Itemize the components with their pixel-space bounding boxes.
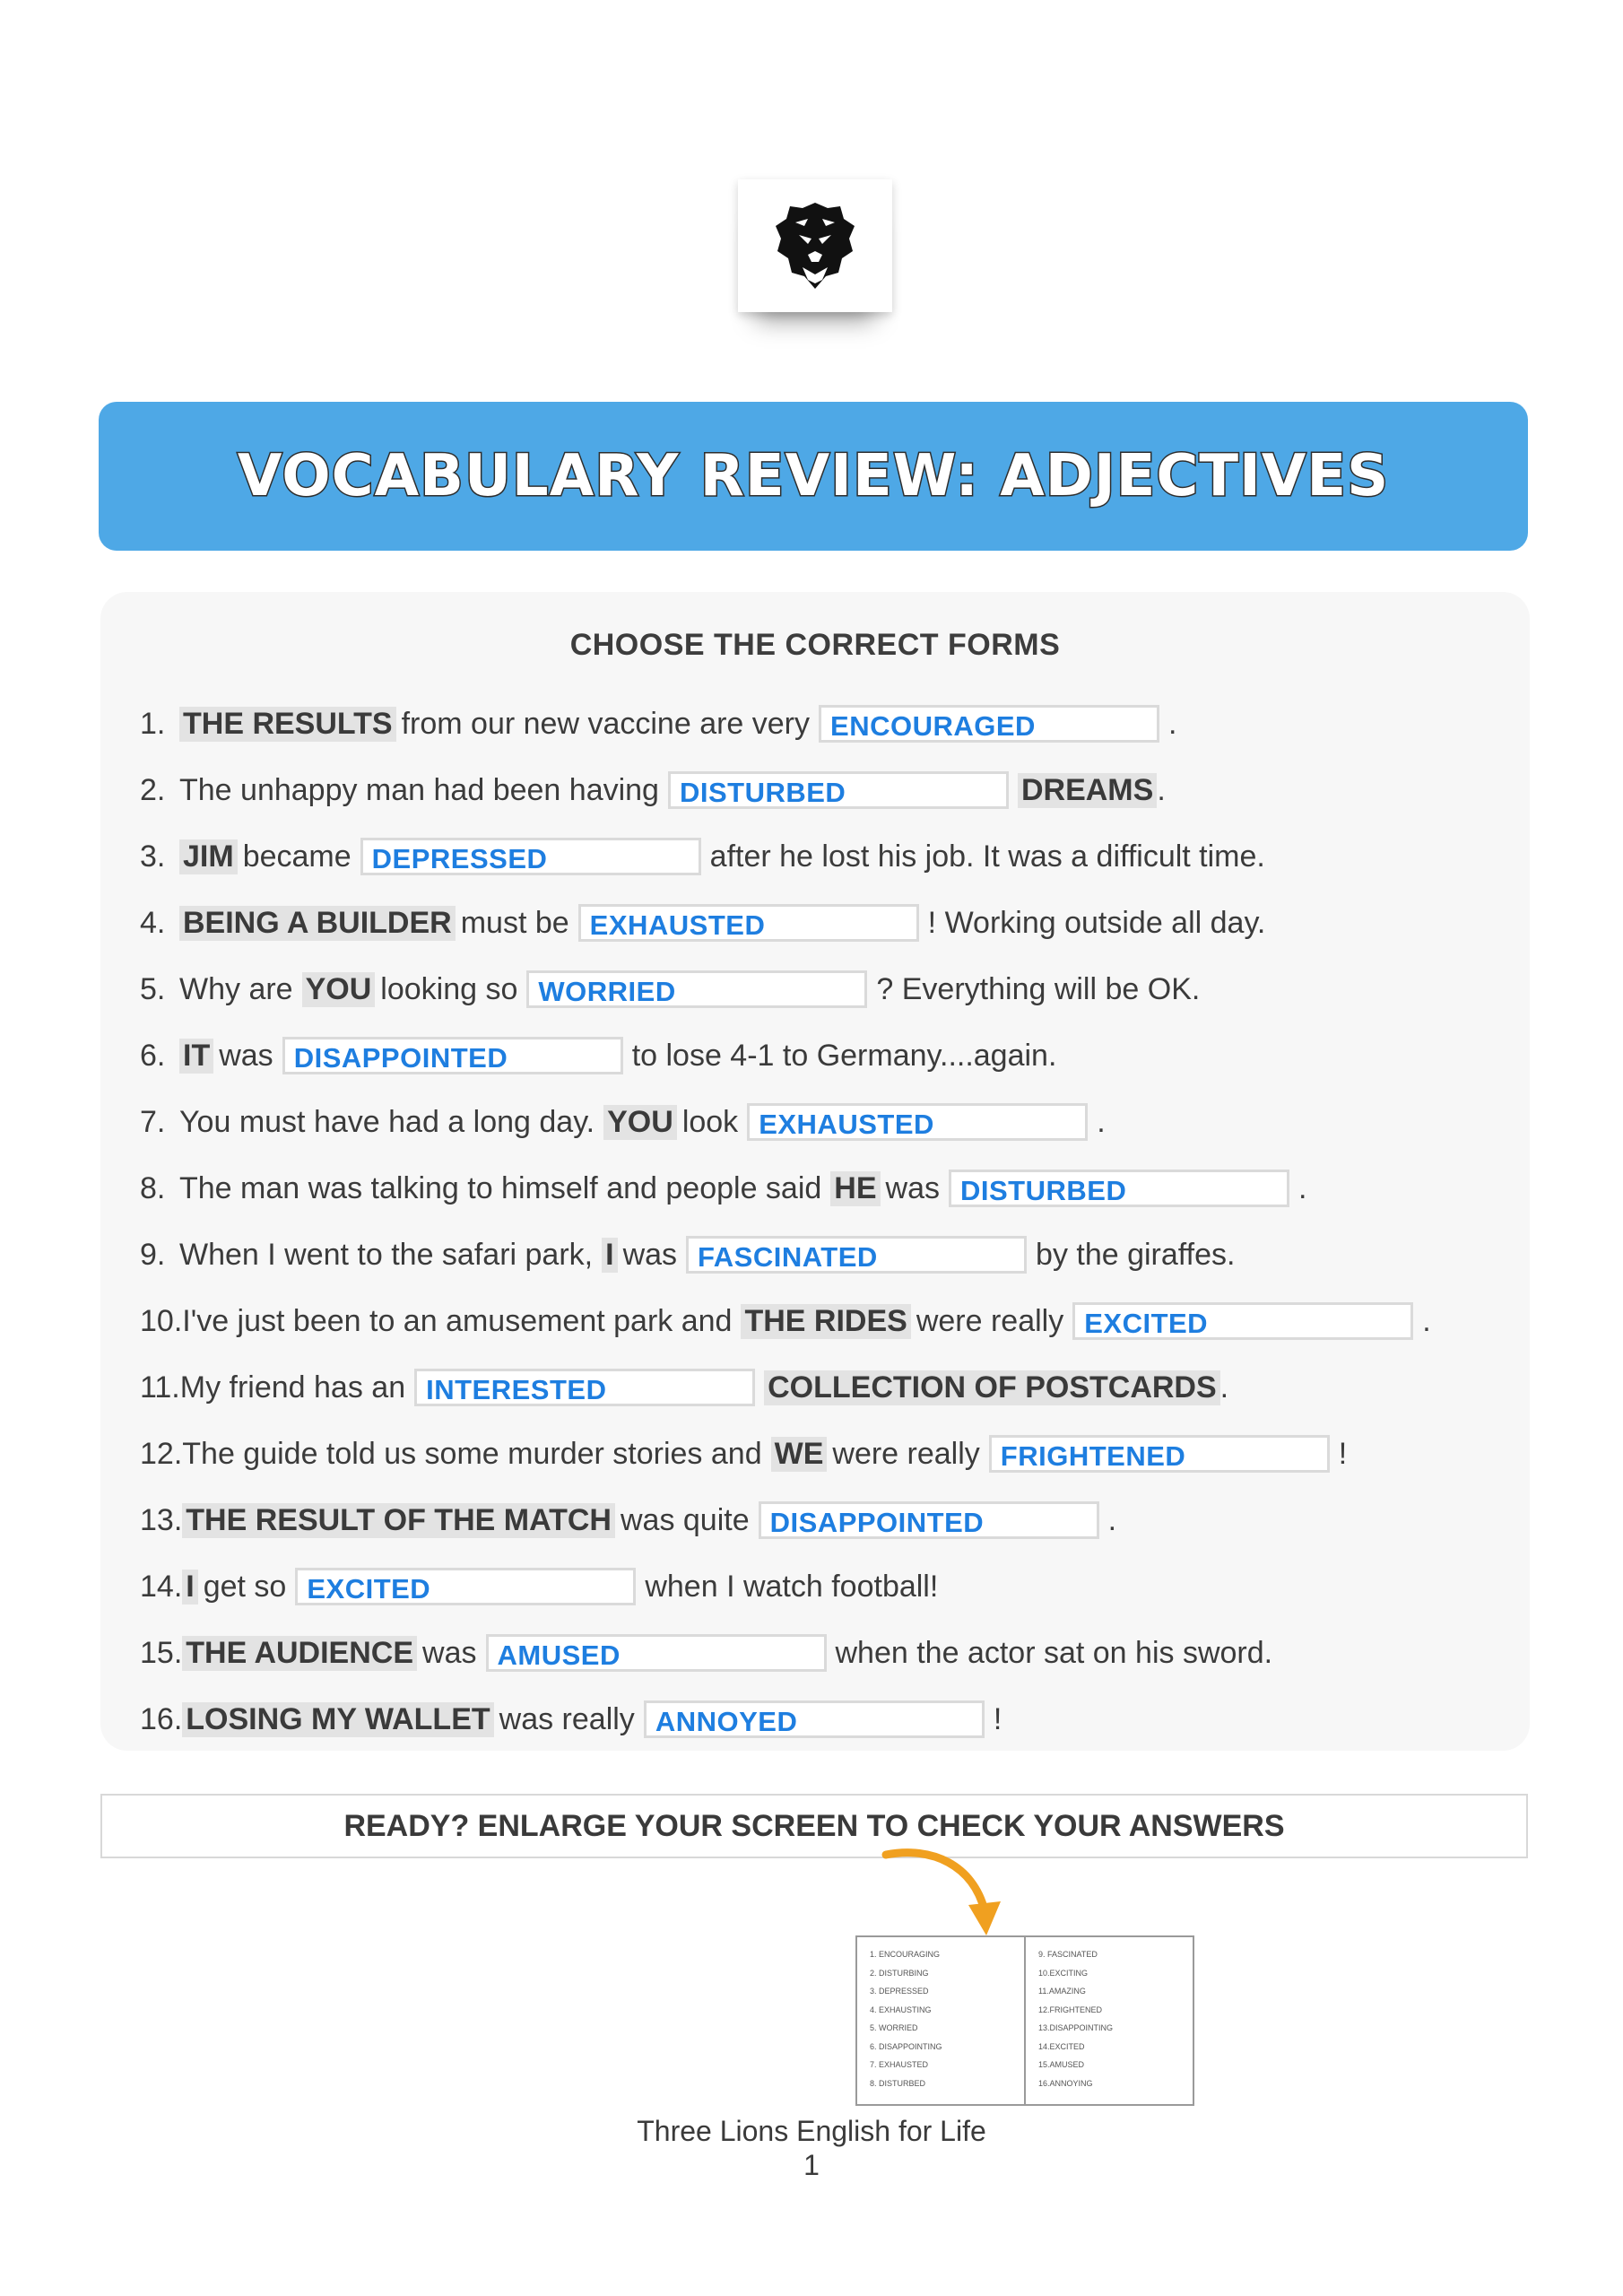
answer-key-item: 16.ANNOYING — [1038, 2078, 1093, 2088]
question-text: was really — [499, 1701, 635, 1736]
question-13 — [140, 1487, 1503, 1553]
question-text: looking so — [380, 971, 518, 1006]
instructions-heading: CHOOSE THE CORRECT FORMS — [569, 628, 1061, 662]
keyword: THE RIDES — [741, 1304, 910, 1339]
question-text: . — [1298, 1170, 1307, 1205]
question-text: . — [1157, 772, 1166, 807]
answer-field[interactable]: FASCINATED — [686, 1236, 1027, 1274]
question-number: 15. — [140, 1635, 183, 1670]
question-text: I've just been to an amusement park and — [182, 1303, 733, 1338]
question-text: became — [242, 839, 352, 874]
question-number: 8. — [140, 1170, 166, 1205]
question-number: 12. — [140, 1436, 183, 1471]
answer-key-item: 7. EXHAUSTED — [870, 2060, 929, 2069]
question-number: 10. — [140, 1303, 183, 1338]
question-text: . — [1168, 706, 1177, 741]
question-list — [140, 691, 1503, 1752]
question-text: was — [622, 1237, 678, 1272]
question-text: look — [681, 1104, 739, 1139]
answer-key-item: 12.FRIGHTENED — [1038, 2005, 1103, 2014]
question-text: was — [219, 1038, 273, 1073]
answer-key-item: 15.AMUSED — [1038, 2060, 1085, 2069]
keyword: YOU — [603, 1105, 677, 1140]
check-answers-banner — [100, 1794, 1528, 1858]
question-number: 3. — [140, 839, 166, 874]
question-text: were really — [832, 1436, 980, 1471]
question-text: from our new vaccine are very — [401, 706, 811, 741]
answer-field[interactable]: EXHAUSTED — [578, 904, 919, 942]
answer-key-item: 10.EXCITING — [1038, 1968, 1089, 1978]
keyword: I — [182, 1570, 197, 1605]
answer-key-item: 1. ENCOURAGING — [870, 1950, 941, 1959]
question-3 — [140, 823, 1503, 890]
keyword: LOSING MY WALLET — [182, 1702, 493, 1737]
exercise-panel — [100, 592, 1530, 1751]
question-text: When I went to the safari park, — [179, 1237, 594, 1272]
answer-field[interactable]: EXCITED — [1072, 1302, 1413, 1340]
question-text: ! — [993, 1701, 1002, 1736]
check-answers-label: READY? ENLARGE YOUR SCREEN TO CHECK YOUR ANSWERS — [343, 1808, 1285, 1843]
question-text: were really — [916, 1303, 1064, 1338]
answer-key-item: 5. WORRIED — [870, 2023, 918, 2032]
footer-text: Three Lions English for Life — [637, 2115, 986, 2147]
keyword: I — [602, 1238, 617, 1273]
question-text: after he lost his job. It was a difficult time. — [709, 839, 1265, 874]
keyword: DREAMS — [1018, 773, 1157, 808]
keyword: HE — [830, 1171, 880, 1206]
question-text: My friend has an — [179, 1370, 406, 1405]
question-10 — [140, 1288, 1503, 1354]
question-text: ! Working outside all day. — [927, 905, 1266, 940]
answer-key-item: 2. DISTURBING — [870, 1968, 929, 1978]
question-9 — [140, 1222, 1503, 1288]
question-text: must be — [460, 905, 569, 940]
question-text: . — [1107, 1502, 1117, 1537]
question-number: 9. — [140, 1237, 166, 1272]
logo-card — [738, 179, 892, 312]
keyword: YOU — [302, 972, 376, 1007]
keyword: WE — [771, 1437, 828, 1472]
answer-key-item: 14.EXCITED — [1038, 2041, 1085, 2051]
question-text: ? Everything will be OK. — [876, 971, 1201, 1006]
question-text: Why are — [179, 971, 293, 1006]
question-number: 16. — [140, 1701, 183, 1736]
question-14 — [140, 1553, 1503, 1620]
question-text: . — [1219, 1370, 1229, 1405]
answer-field[interactable]: DISAPPOINTED — [759, 1501, 1099, 1539]
question-1 — [140, 691, 1503, 757]
question-text: was quite — [620, 1502, 750, 1537]
answer-field[interactable]: DEPRESSED — [360, 838, 701, 875]
question-number: 7. — [140, 1104, 166, 1139]
question-text: when the actor sat on his sword. — [835, 1635, 1273, 1670]
question-text: to lose 4-1 to Germany....again. — [631, 1038, 1057, 1073]
answer-field[interactable]: DISTURBED — [949, 1170, 1289, 1207]
question-2 — [140, 757, 1503, 823]
question-text: The unhappy man had been having — [179, 772, 659, 807]
answer-field[interactable]: ENCOURAGED — [819, 705, 1159, 743]
question-number: 13. — [140, 1502, 183, 1537]
question-11 — [140, 1354, 1503, 1421]
answer-key-column-right — [1024, 1937, 1193, 2104]
question-15 — [140, 1620, 1503, 1686]
keyword: JIM — [179, 839, 238, 874]
question-text: when I watch football! — [645, 1569, 939, 1604]
keyword: BEING A BUILDER — [179, 906, 456, 941]
answer-field[interactable]: DISAPPOINTED — [282, 1037, 623, 1074]
answer-key-item: 3. DEPRESSED — [870, 1987, 929, 1996]
question-16 — [140, 1686, 1503, 1752]
question-number: 5. — [140, 971, 166, 1006]
question-number: 11. — [140, 1370, 180, 1405]
question-number: 2. — [140, 772, 166, 807]
question-number: 1. — [140, 706, 166, 741]
answer-field[interactable]: INTERESTED — [414, 1369, 755, 1406]
title-banner — [99, 402, 1528, 551]
keyword: THE RESULTS — [179, 707, 396, 742]
page-number: 1 — [803, 2149, 820, 2181]
answer-field[interactable]: AMUSED — [486, 1634, 827, 1672]
answer-key-column-left — [857, 1937, 1024, 2104]
keyword: THE AUDIENCE — [182, 1636, 417, 1671]
question-4 — [140, 890, 1503, 956]
lion-head-logo — [772, 199, 858, 292]
question-text: The guide told us some murder stories and — [182, 1436, 762, 1471]
question-number: 14. — [140, 1569, 183, 1604]
answer-field[interactable]: ANNOYED — [644, 1700, 985, 1738]
keyword: COLLECTION OF POSTCARDS — [764, 1370, 1220, 1405]
question-6 — [140, 1022, 1503, 1089]
answer-field[interactable]: EXCITED — [295, 1568, 636, 1605]
question-text: . — [1422, 1303, 1431, 1338]
question-7 — [140, 1089, 1503, 1155]
question-number: 4. — [140, 905, 166, 940]
answer-field[interactable]: DISTURBED — [668, 771, 1009, 809]
answer-field[interactable]: EXHAUSTED — [747, 1103, 1088, 1141]
question-text: was — [885, 1170, 940, 1205]
answer-key-item: 8. DISTURBED — [870, 2078, 926, 2088]
curved-arrow-icon — [879, 1839, 1013, 1946]
keyword: THE RESULT OF THE MATCH — [182, 1503, 615, 1538]
answer-key-item: 4. EXHAUSTING — [870, 2005, 932, 2014]
question-text: get so — [203, 1569, 287, 1604]
answer-field[interactable]: WORRIED — [526, 970, 867, 1008]
question-5 — [140, 956, 1503, 1022]
question-text: ! — [1338, 1436, 1348, 1471]
question-text: was — [422, 1635, 477, 1670]
question-text: . — [1097, 1104, 1106, 1139]
question-number: 6. — [140, 1038, 166, 1073]
question-8 — [140, 1155, 1503, 1222]
answer-key-item: 6. DISAPPOINTING — [870, 2041, 942, 2051]
answer-key-item: 9. FASCINATED — [1038, 1950, 1098, 1959]
question-12 — [140, 1421, 1503, 1487]
answer-key-item: 11.AMAZING — [1038, 1987, 1086, 1996]
answer-key — [855, 1935, 1194, 2106]
answer-key-item: 13.DISAPPOINTING — [1038, 2023, 1114, 2032]
page-title: VOCABULARY REVIEW: ADJECTIVES — [237, 443, 1390, 509]
question-text: by the giraffes. — [1036, 1237, 1236, 1272]
question-text: The man was talking to himself and people said — [179, 1170, 822, 1205]
question-text: You must have had a long day. — [179, 1104, 595, 1139]
keyword: IT — [179, 1039, 213, 1074]
answer-field[interactable]: FRIGHTENED — [989, 1435, 1330, 1473]
